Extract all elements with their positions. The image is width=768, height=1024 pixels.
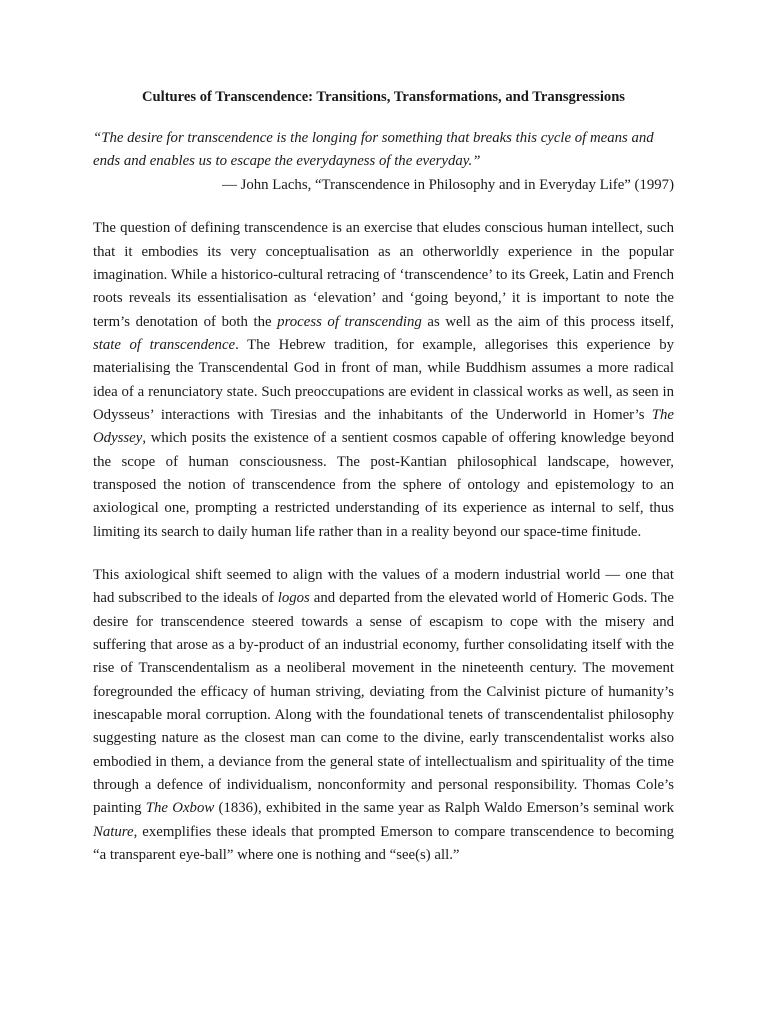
paragraph-2-italic-nature: Nature [93,823,134,840]
epigraph [93,127,674,197]
paragraph-1-italic-process: process of transcending [277,313,422,330]
paragraph-2-italic-logos: logos [277,590,310,607]
paragraph-1-text-1: The question of defining transcendence is an exercise that eludes conscious human intellect, such that it embodies its very conceptualisation as an otherworldly experience in the popular imagination. While a historico-cultural retracing of ‘transcendence’ to its Greek, Latin and French roots reveals its essentialisation as ‘elevation’ and ‘going beyond,’ it is important to note the term’s denotation of both the [93,220,674,330]
paragraph-1-text-3: . The Hebrew tradition, for example, allegorises this experience by materialising the Transcendental God in front of man, while Buddhism assumes a more radical idea of a renunciatory state. Such preoccupations are evident in classical works as well, as seen in Odysseus’ interactions with Tiresias and the inhabitants of the Underworld in Homer’s [93,336,674,423]
paragraph-2-text-4: , exemplifies these ideals that prompted Emerson to compare transcendence to becoming “a transparent eye-ball” where one is nothing and “see(s) all.” [93,823,674,864]
body-paragraph-2 [93,564,674,867]
paragraph-1-text-2: as well as the aim of this process itself, [421,313,674,330]
paragraph-2-italic-oxbow: The Oxbow [145,800,215,817]
epigraph-quote: “The desire for transcendence is the longing for something that breaks this cycle of means and ends and enables us to escape the everydayness of the everyday.” [93,130,654,170]
paragraph-2-text-1: This axiological shift seemed to align with the values of a modern industrial world — one that had subscribed to the ideals of [93,567,674,607]
epigraph-attribution: — John Lachs, “Transcendence in Philosophy and in Everyday Life” (1997) [222,176,674,193]
paragraph-1-text-4: , which posits the existence of a sentient cosmos capable of offering knowledge beyond the scope of human consciousness. The post-Kantian philosophical landscape, however, transposed the notion of transcendence from the sphere of ontology and epistemology to an axiological one, prompting a restricted understanding of its experience as internal to self, thus limiting its search to daily human life rather than in a reality beyond our space-time finitude. [93,430,674,540]
paragraph-2-text-3: (1836), exhibited in the same year as Ralph Waldo Emerson’s seminal work [214,800,674,817]
paragraph-2-text-2: and departed from the elevated world of Homeric Gods. The desire for transcendence steered towards a sense of escapism to cope with the misery and suffering that arose as a by-product of an industrial economy, further consolidating itself with the rise of Transcendentalism as a neoliberal movement in the nineteenth century. The movement foregrounded the efficacy of human striving, deviating from the Calvinist picture of humanity’s inescapable moral corruption. Along with the foundational tenets of transcendentalist philosophy suggesting nature as the closest man can come to the divine, early transcendentalist works also embodied in them, a deviance from the general state of intellectualism and spirituality of the time through a defence of individualism, nonconformity and personal responsibility. Thomas Cole’s painting [93,590,674,817]
paragraph-1-italic-odyssey: The Odyssey [93,406,674,447]
paragraph-1-italic-state: state of transcendence [93,336,236,353]
document-title: Cultures of Transcendence: Transitions, Transformations, and Transgressions [141,89,625,105]
body-paragraph-1 [93,217,674,544]
